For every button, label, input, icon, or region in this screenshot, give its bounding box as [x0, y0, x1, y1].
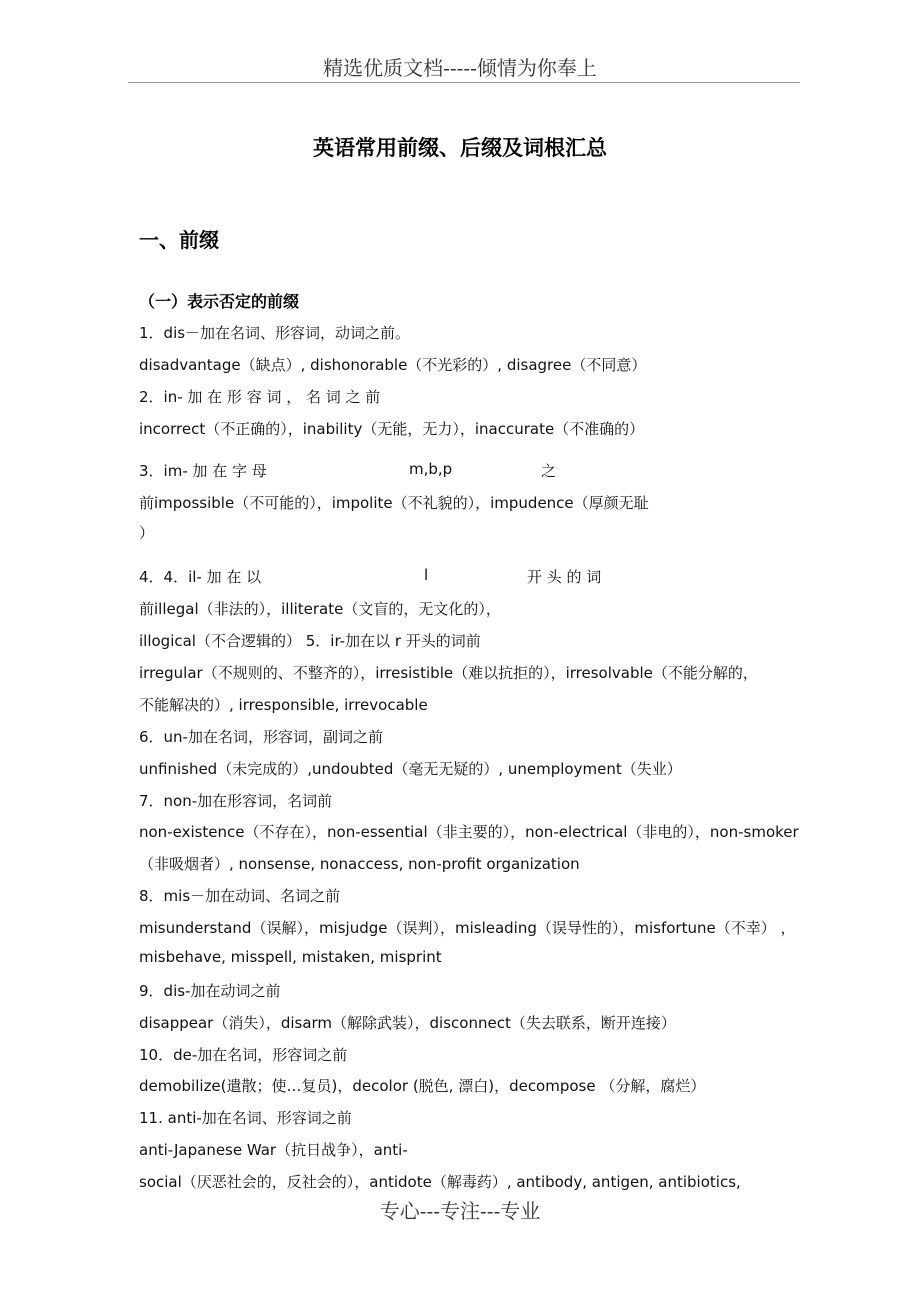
- text-fragment: l: [424, 566, 429, 584]
- text-line: 8．mis－加在动词、名词之前: [139, 887, 341, 905]
- text-line: illogical（不合逻辑的） 5．ir-加在以 r 开头的词前: [139, 632, 481, 650]
- text-line: 11. anti-加在名词、形容词之前: [139, 1109, 352, 1127]
- page-header: 精选优质文档-----倾情为你奉上: [323, 56, 597, 80]
- page-footer: 专心---专注---专业: [379, 1199, 541, 1223]
- text-line: ）: [139, 524, 155, 542]
- text-line: 前impossible（不可能的），impolite（不礼貌的），impudence（厚颜无耻: [139, 494, 649, 512]
- text-line: unfinished（未完成的）,undoubted（毫无无疑的）, unemployment（失业）: [139, 760, 682, 778]
- text-fragment: 开 头 的 词: [527, 568, 602, 586]
- text-line: 前illegal（非法的），illiterate（文盲的，无文化的），: [139, 600, 501, 618]
- section-heading: 一、前缀: [139, 228, 219, 252]
- text-line: misunderstand（误解），misjudge（误判），misleading（误导性的），misfortune（不幸） ，: [139, 919, 796, 937]
- text-line: disadvantage（缺点）, dishonorable（不光彩的）, disagree（不同意）: [139, 356, 647, 374]
- header-divider: [128, 82, 800, 83]
- text-line: 1．dis－加在名词、形容词，动词之前。: [139, 324, 411, 342]
- text-line: incorrect（不正确的），inability（无能，无力），inaccurate（不准确的）: [139, 420, 645, 438]
- text-line: 7．non-加在形容词，名词前: [139, 792, 333, 810]
- text-line: misbehave, misspell, mistaken, misprint: [139, 948, 442, 966]
- text-line: irregular（不规则的、不整齐的），irresistible（难以抗拒的），irresolvable（不能分解的，: [139, 664, 758, 682]
- text-line: social（厌恶社会的，反社会的），antidote（解毒药）, antibody, antigen, antibiotics,: [139, 1173, 741, 1191]
- subsection-heading: （一）表示否定的前缀: [139, 292, 300, 311]
- text-line: disappear（消失），disarm（解除武装），disconnect（失去联系，断开连接）: [139, 1014, 676, 1032]
- text-line: 10．de-加在名词，形容词之前: [139, 1046, 348, 1064]
- text-fragment: m,b,p: [409, 460, 453, 478]
- text-line: demobilize(遣散；使…复员)，decolor (脱色, 漂白)，decompose （分解，腐烂）: [139, 1077, 706, 1095]
- text-fragment: 之: [541, 462, 557, 480]
- text-line: （非吸烟者）, nonsense, nonaccess, non-profit organization: [139, 855, 580, 873]
- text-line: 6．un-加在名词，形容词，副词之前: [139, 728, 383, 746]
- text-line: 不能解决的）, irresponsible, irrevocable: [139, 696, 428, 714]
- text-fragment: 3．im- 加 在 字 母: [139, 462, 267, 480]
- document-title: 英语常用前缀、后缀及词根汇总: [313, 136, 607, 160]
- text-line: anti-Japanese War（抗日战争），anti-: [139, 1141, 408, 1159]
- text-line: 2．in- 加 在 形 容 词 ， 名 词 之 前: [139, 388, 381, 406]
- text-line: 9．dis-加在动词之前: [139, 982, 281, 1000]
- text-line-split: [139, 460, 267, 481]
- text-line: non-existence（不存在），non-essential（非主要的），non-electrical（非电的），non-smoker: [139, 823, 799, 841]
- text-fragment: 4．4．il- 加 在 以: [139, 568, 262, 586]
